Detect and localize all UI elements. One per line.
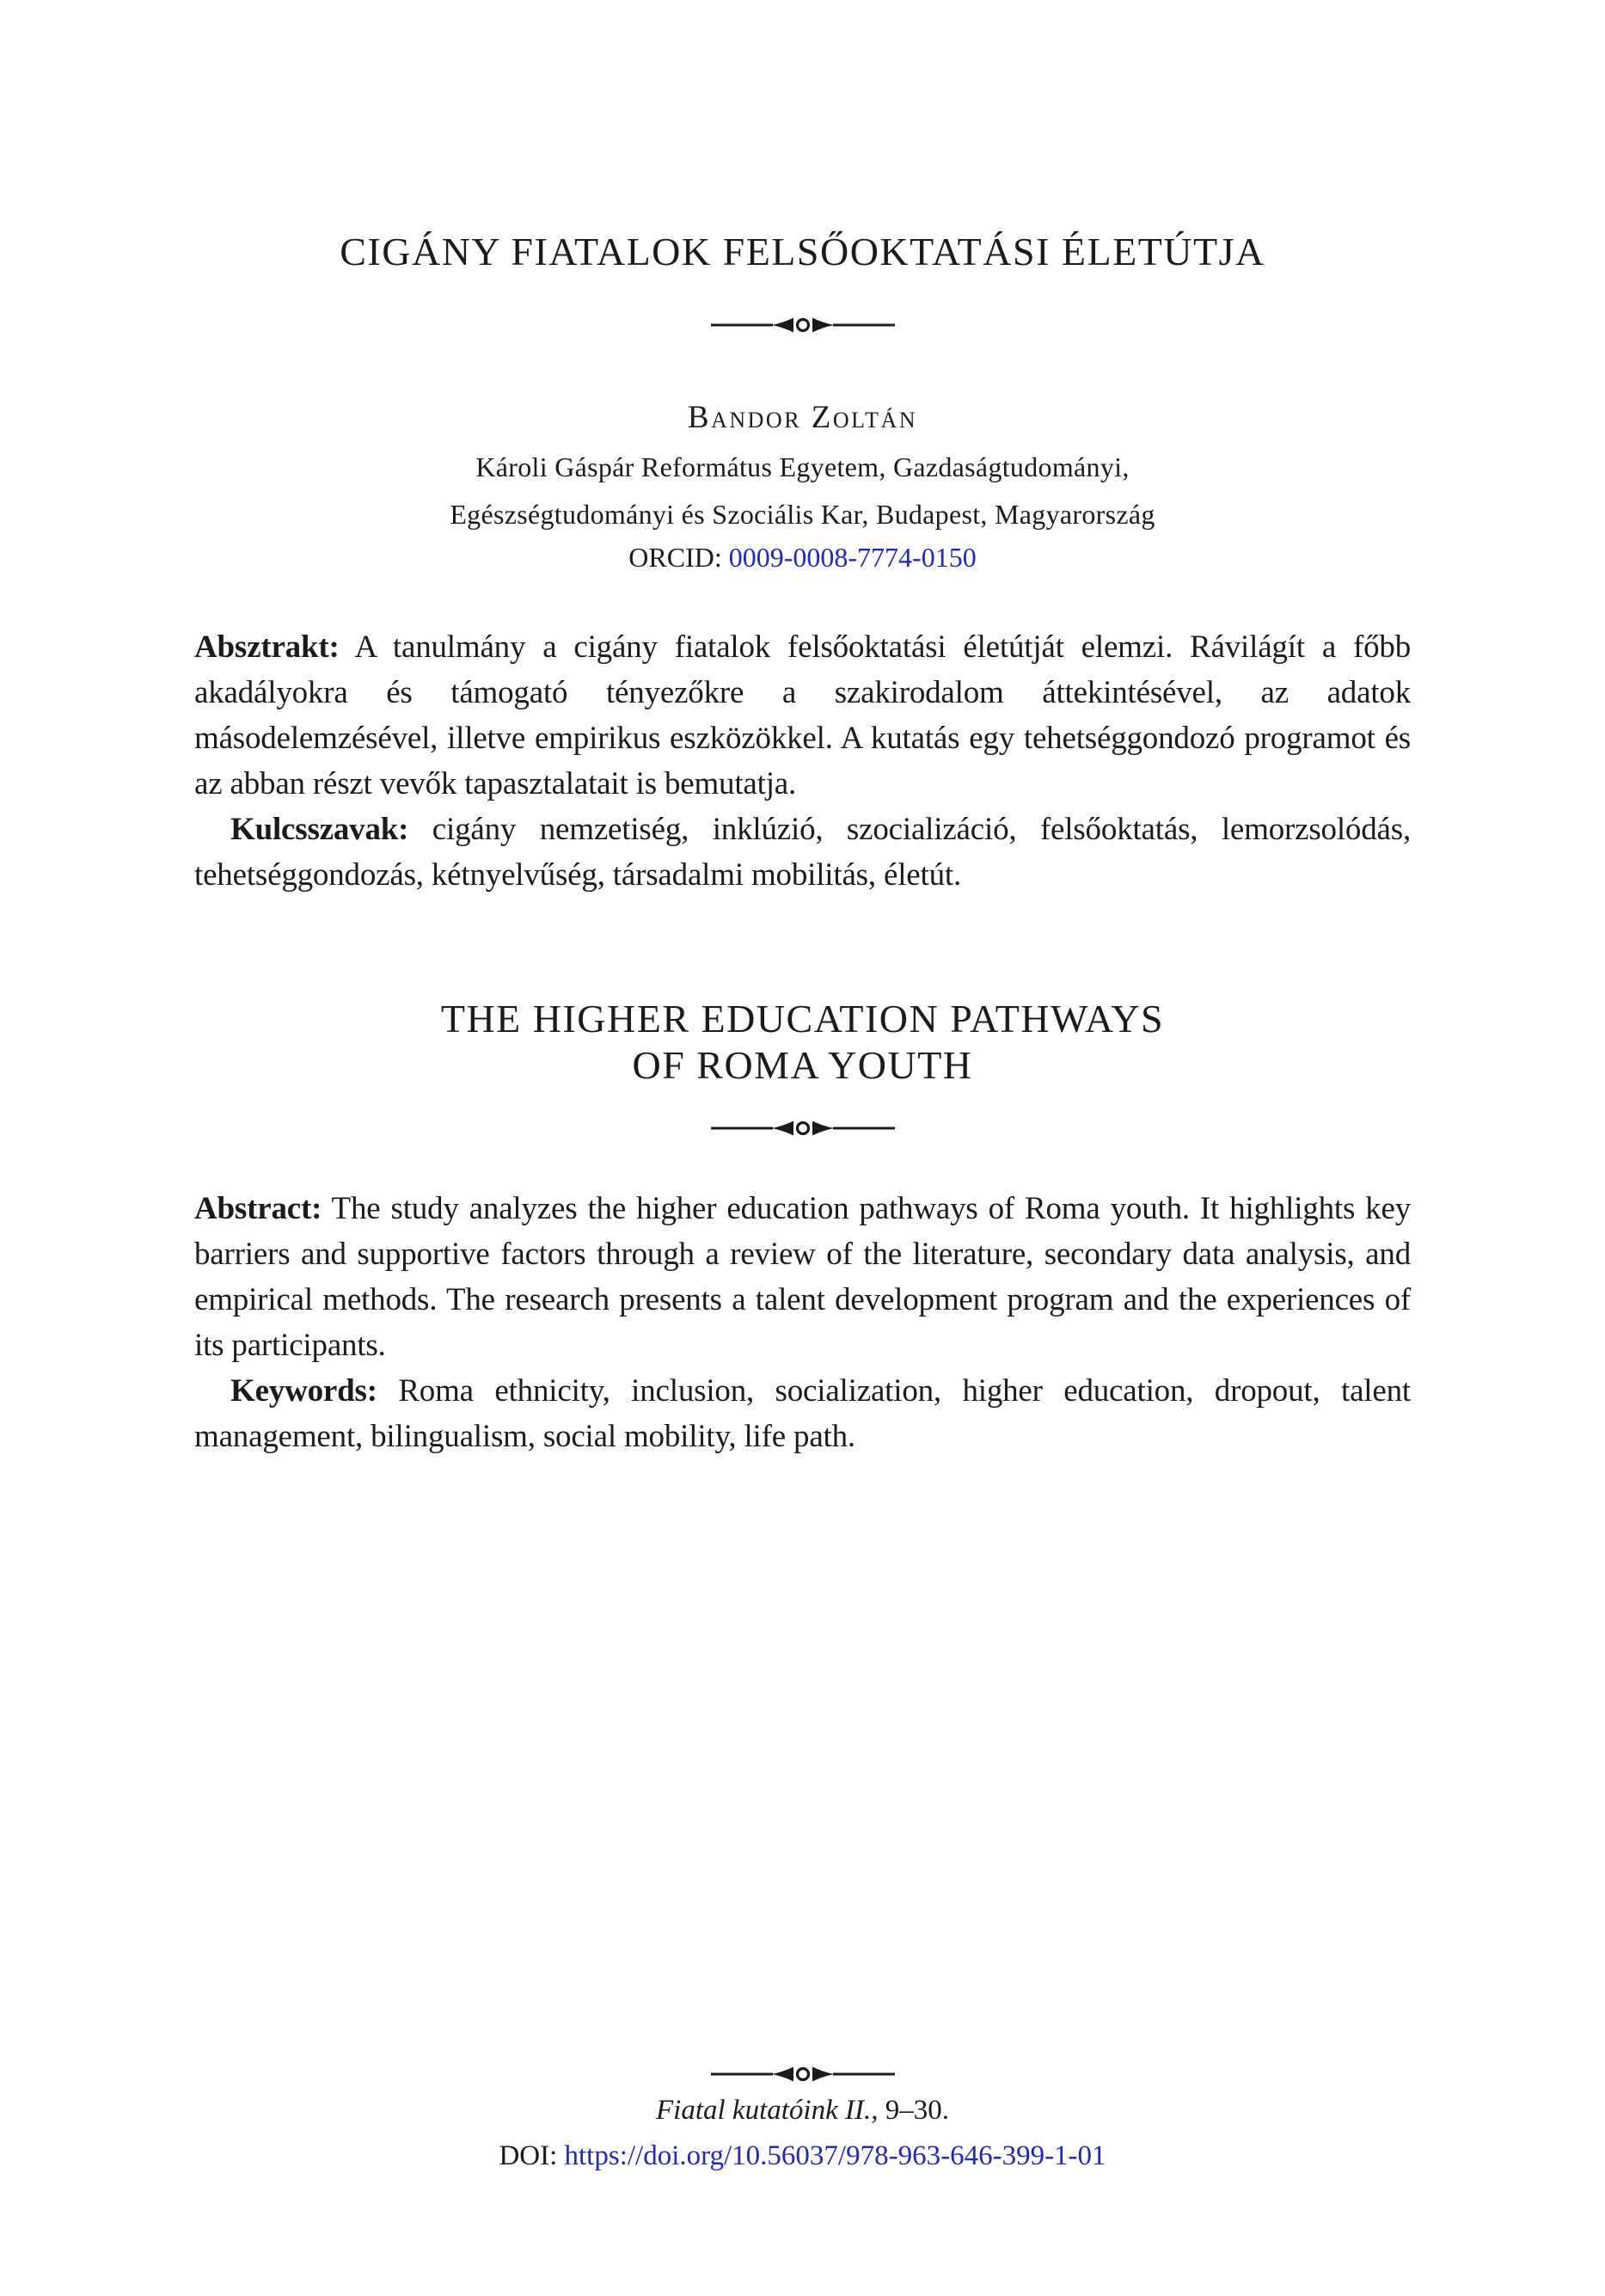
hungarian-abstract-paragraph: [194, 624, 1411, 807]
author-name: Bandor Zoltán: [687, 400, 918, 435]
doi-label: DOI:: [499, 2140, 565, 2171]
affiliation-line-2: Egészségtudományi és Szociális Kar, Budapest, Magyarország: [450, 499, 1155, 530]
english-keywords-label: Keywords:: [230, 1373, 377, 1409]
english-title-line-2: OF ROMA YOUTH: [632, 1043, 973, 1087]
footer-divider: [0, 2064, 1605, 2084]
footer-doi-line: [0, 2140, 1605, 2172]
english-title: [0, 996, 1605, 1089]
hungarian-keywords-text: cigány nemzetiség, inklúzió, szocializáció, felsőoktatás, lemorzsolódás, tehetséggondozás, kétnyelvűség, társadalmi mobilitás, életút.: [194, 812, 1411, 893]
english-abstract-paragraph: [194, 1186, 1411, 1368]
orcid-label: ORCID:: [628, 542, 729, 573]
english-abstract-label: Abstract:: [194, 1191, 322, 1226]
hungarian-abstract-block: [194, 624, 1411, 898]
divider-ornament-icon: [711, 2064, 895, 2084]
english-keywords-paragraph: [194, 1368, 1411, 1459]
section-divider: [0, 315, 1605, 335]
hungarian-abstract-label: Absztrakt:: [194, 629, 340, 665]
english-title-line-1: THE HIGHER EDUCATION PATHWAYS: [440, 997, 1165, 1041]
english-abstract-block: [194, 1186, 1411, 1459]
hungarian-keywords-label: Kulcsszavak:: [230, 812, 409, 847]
affiliation-line-1: Károli Gáspár Református Egyetem, Gazdaságtudományi,: [475, 451, 1130, 482]
footer-source-title: Fiatal kutatóink II.,: [656, 2095, 879, 2126]
english-keywords-text: Roma ethnicity, inclusion, socialization, higher education, dropout, talent management, bilingualism, social mobility, life path.: [194, 1373, 1411, 1454]
footer-source-pages: 9–30.: [878, 2095, 949, 2126]
doi-link[interactable]: https://doi.org/10.56037/978-963-646-399-1-01: [564, 2140, 1106, 2171]
orcid-line: [0, 542, 1605, 574]
divider-ornament-icon: [711, 315, 895, 335]
english-abstract-text: The study analyzes the higher education pathways of Roma youth. It highlights key barriers and supportive factors through a review of the literature, secondary data analysis, and empirical methods. The research presents a talent development program and the experiences of its participants.: [194, 1191, 1411, 1363]
hungarian-keywords-paragraph: [194, 807, 1411, 898]
footer-source-line: [0, 2095, 1605, 2127]
section-divider: [0, 1118, 1605, 1139]
orcid-id-link[interactable]: 0009-0008-7774-0150: [728, 542, 977, 573]
divider-ornament-icon: [711, 1118, 895, 1139]
hungarian-abstract-text: A tanulmány a cigány fiatalok felsőoktatási életútját elemzi. Rávilágít a főbb akadályokra és támogató tényezőkre a szakirodalom áttekintésével, az adatok másodelemzésével, illetve empirikus eszközökkel. A kutatás egy tehetséggondozó programot és az abban részt vevők tapasztalatait is bemutatja.: [194, 629, 1411, 801]
hungarian-title: CIGÁNY FIATALOK FELSŐOKTATÁSI ÉLETÚTJA: [340, 230, 1265, 273]
